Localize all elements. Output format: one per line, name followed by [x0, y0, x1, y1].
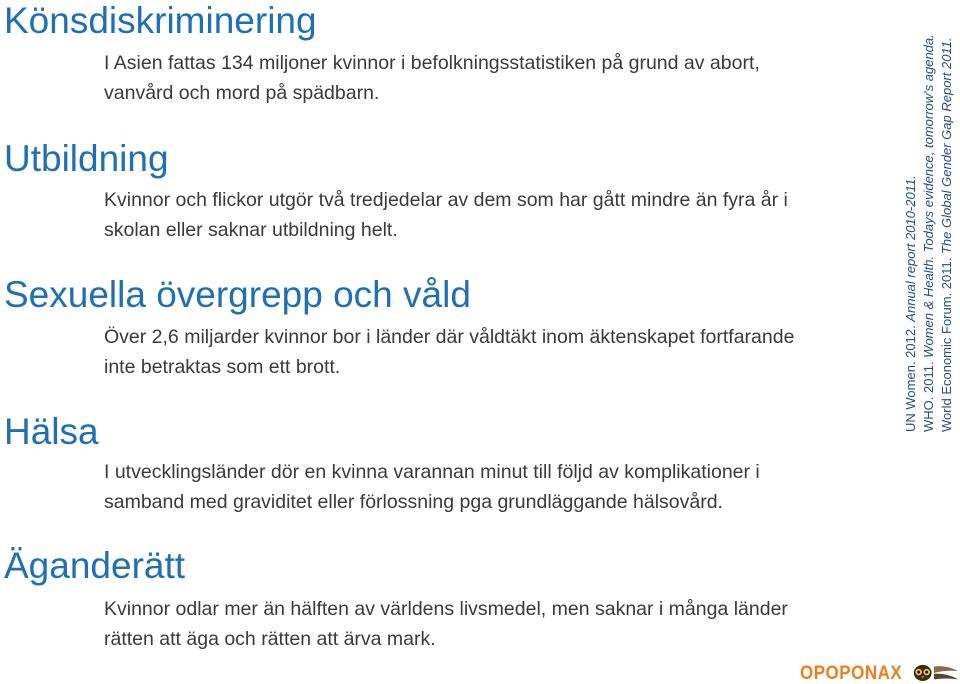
text-utbildning: Kvinnor och flickor utgör två tredjedelar av dem som har gått mindre än fyra år i skolan eller saknar utbildning helt. — [104, 189, 788, 241]
source-item — [902, 34, 920, 432]
text-halsa: I utvecklingsländer dör en kvinna varannan minut till följd av komplikationer i samband med graviditet eller förlossning pga grundläggande hälsovård. — [104, 461, 760, 513]
text-konsdiskriminering: I Asien fattas 134 miljoner kvinnor i befolkningsstatistiken på grund av abort, vanvård och mord på spädbarn. — [104, 52, 760, 104]
source-title: Annual report 2010-2011. — [903, 175, 918, 322]
heading-sexuella-overgrepp: Sexuella övergrepp och våld — [4, 274, 471, 315]
heading-utbildning: Utbildning — [4, 138, 169, 179]
logo-text: OPOPONAX — [800, 661, 903, 684]
source-title: Women & Health. Todays evidence, tomorrow's agenda. — [921, 34, 936, 358]
heading-aganderatt: Äganderätt — [4, 545, 186, 586]
source-item — [920, 34, 938, 432]
source-title: The Global Gender Gap Report 2011. — [939, 37, 954, 255]
sources-list — [902, 34, 956, 432]
source-prefix: UN Women. 2012. — [903, 321, 918, 432]
source-item — [938, 34, 956, 432]
heading-konsdiskriminering: Könsdiskriminering — [4, 0, 317, 41]
heading-halsa: Hälsa — [4, 411, 99, 452]
text-aganderatt: Kvinnor odlar mer än hälften av världens livsmedel, men saknar i många länder rätten att äga och rätten att ärva mark. — [104, 598, 788, 650]
opoponax-logo — [800, 661, 960, 684]
owl-icon — [905, 661, 960, 684]
source-prefix: WHO. 2011. — [921, 357, 936, 432]
source-prefix: World Economic Forum. 2011. — [939, 254, 954, 432]
text-sexuella-overgrepp: Över 2,6 miljarder kvinnor bor i länder där våldtäkt inom äktenskapet fortfarande inte betraktas som ett brott. — [104, 326, 795, 378]
